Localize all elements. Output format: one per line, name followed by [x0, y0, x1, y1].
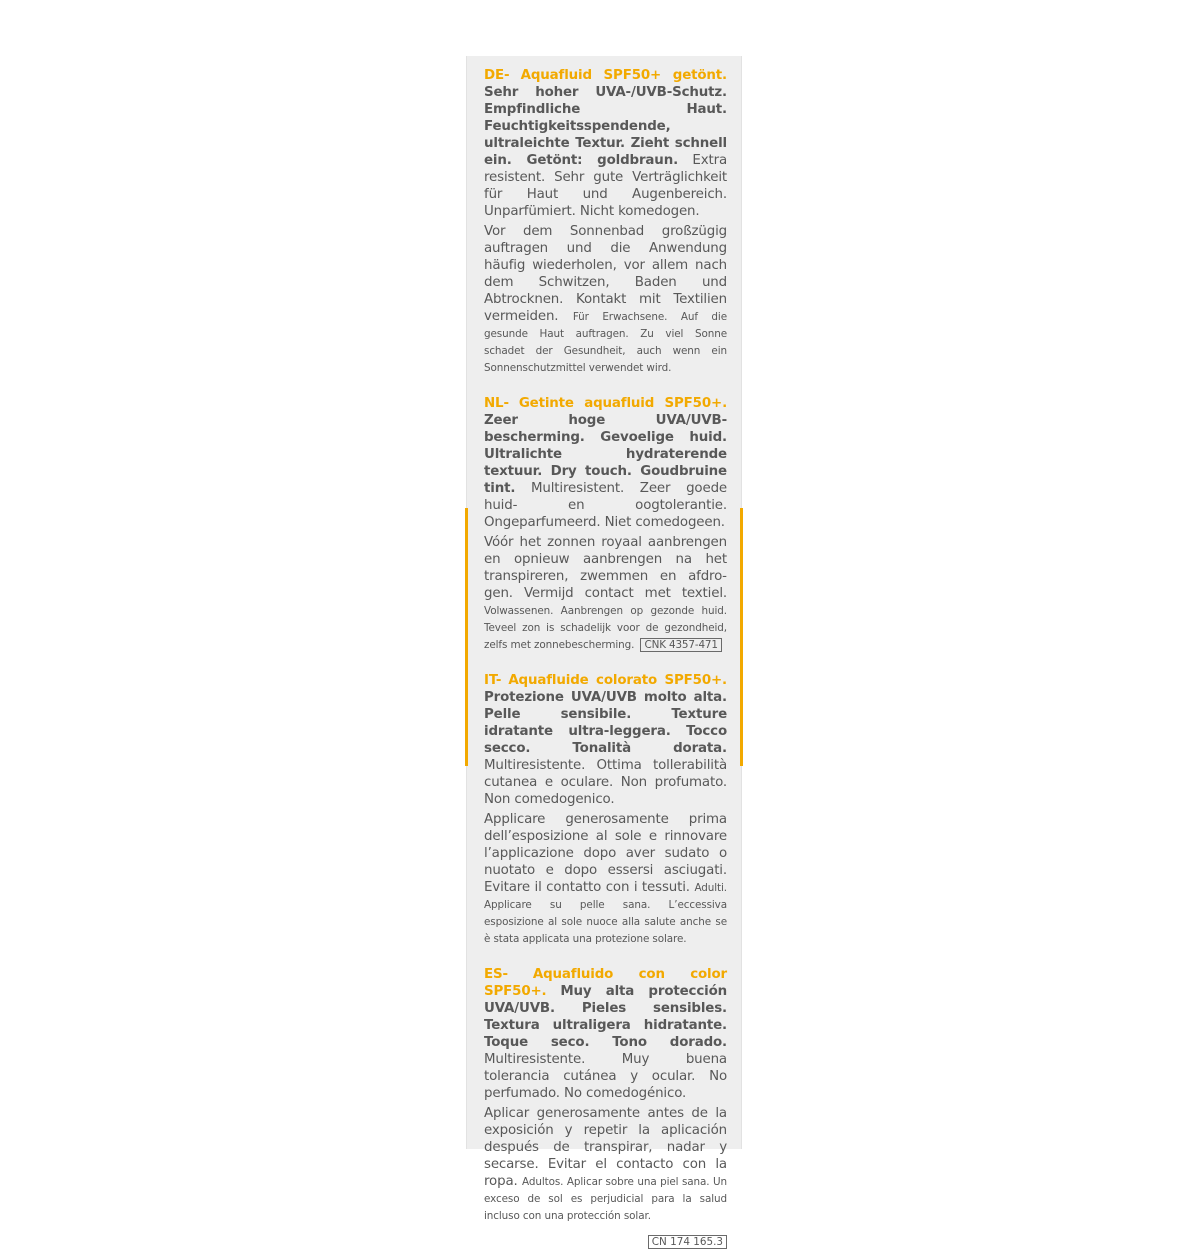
nl-usage [484, 534, 727, 653]
section-es [484, 966, 727, 1249]
it-claims: Protezione UVA/UVB molto alta. Pelle sensibile. Texture idratante ultra-leggera. Tocco secco. Tonalità dorata. [484, 690, 727, 756]
es-cn-code: CN 174 165.3 [648, 1235, 727, 1249]
right-accent-stripe [740, 508, 743, 766]
es-claims: Muy alta protección UVA/UVB. Pieles sensibles. Textura ultraligera hidratante. Toque seco. Tono dorado. [484, 984, 727, 1050]
packaging-side-panel [466, 56, 742, 1248]
nl-usage-text: Vóór het zonnen royaal aanbrengen en opnieuw aanbrengen na het transpireren, zwemmen en afdrogen. Vermijd contact met textiel. [484, 535, 727, 601]
de-description [484, 67, 727, 220]
it-warning: Adulti. Applicare su pelle sana. L’eccessiva esposizione al sole nuoce alla salute anche se è stata applicata una protezione solare. [484, 882, 728, 945]
section-it [484, 672, 727, 947]
nl-warning: Volwassenen. Aanbrengen op gezonde huid. Teveel zon is schadelijk voor de gezondheid, zelfs met zonnebescherming. [484, 605, 727, 651]
es-details: Multiresistente. Muy buena tolerancia cutánea y ocular. No perfumado. No comedogénico. [484, 1052, 727, 1101]
de-warning: Für Erwachsene. Auf die gesunde Haut auftragen. Zu viel Sonne schadet der Gesundheit, auch wenn ein Sonnenschutzmittel verwendet wird. [484, 311, 727, 374]
left-accent-stripe [465, 508, 468, 766]
nl-product-title: Getinte aquafluid SPF50+. [518, 396, 728, 411]
it-description [484, 672, 727, 808]
de-usage [484, 223, 727, 376]
section-nl [484, 395, 727, 653]
nl-claims: Zeer hoge UVA/UVB-bescherming. Gevoelige huid. Ultralichte hydraterende textuur. Dry touch. Goudbruine tint. [484, 413, 727, 496]
es-product-title: Aquafluido con color SPF50+. [484, 967, 727, 999]
nl-details: Multiresistent. Zeer goede huid- en oogtolerantie. Ongeparfumeerd. Niet comedogeen. [484, 481, 728, 530]
it-language-code: IT- [484, 673, 502, 688]
nl-description [484, 395, 727, 531]
de-usage-text: Vor dem Sonnenbad großzügig auftragen und die Anwendung häufig wiederholen, vor allem nach dem Schwitzen, Baden und Abtrocknen. Kontakt mit Textilien vermeiden. [484, 224, 727, 324]
nl-language-code: NL- [484, 396, 509, 411]
it-details: Multiresistente. Ottima tollerabilità cutanea e oculare. Non profumato. Non comedogenico. [484, 758, 727, 807]
de-product-title: Aquafluid SPF50+ getönt. [520, 68, 727, 83]
es-warning: Adultos. Aplicar sobre una piel sana. Un exceso de sol es perjudicial para la salud incluso con una protección solar. [484, 1176, 727, 1222]
de-language-code: DE- [484, 68, 510, 83]
label-text-block [484, 67, 727, 1249]
de-claims: Sehr hoher UVA-/UVB-Schutz. Empfindliche Haut. Feuchtigkeitsspendende, ultraleichte Textur. Zieht schnell ein. Getönt: goldbraun. [484, 85, 727, 168]
nl-cnk-code: CNK 4357-471 [640, 638, 721, 652]
it-usage [484, 811, 727, 947]
de-details: Extra resistent. Sehr gute Verträglichkeit für Haut und Augenbereich. Unparfümiert. Nicht komedogen. [484, 153, 728, 219]
es-language-code: ES- [484, 967, 508, 982]
es-usage [484, 1105, 727, 1224]
es-description [484, 966, 727, 1102]
it-usage-text: Applicare generosamente prima dell’esposizione al sole e rinnovare l’applicazione dopo aver sudato o nuotato e dopo essersi asciugati. Evitare il contatto con i tessuti. [484, 812, 727, 895]
es-usage-text: Aplicar generosamente antes de la exposición y repetir la aplicación después de transpirar, nadar y secarse. Evitar el contacto con la ropa. [484, 1106, 727, 1189]
section-de [484, 67, 727, 376]
it-product-title: Aquafluide colorato SPF50+. [508, 673, 727, 688]
es-cn-code-wrap [484, 1230, 727, 1249]
